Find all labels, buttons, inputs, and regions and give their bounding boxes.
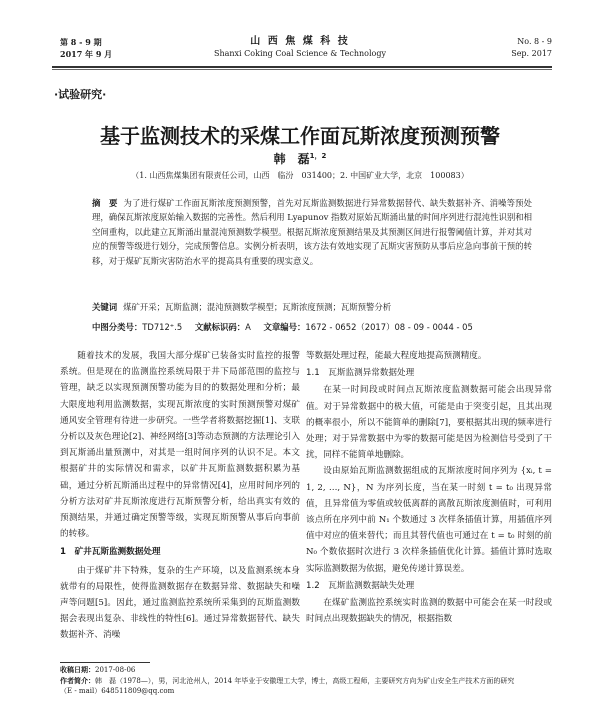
issue-date-left: 2017 年 9 月 xyxy=(60,49,113,59)
clc-label: 中图分类号： xyxy=(92,322,143,332)
author-name: 韩 磊 xyxy=(273,152,310,166)
received-label: 收稿日期： xyxy=(60,665,95,674)
issue-number-left: 第 8 - 9 期 xyxy=(60,37,102,47)
bio-label: 作者简介： xyxy=(60,675,95,685)
header-journal xyxy=(190,36,410,60)
clc-value: TD712⁺.5 xyxy=(142,322,183,332)
article-title: 基于监测技术的采煤工作面瓦斯浓度预测预警 xyxy=(100,124,500,148)
issue-date-right: Sep. 2017 xyxy=(511,49,552,58)
subsection-1-1-paragraph-1: 在某一时间段或时间点瓦斯浓度监测数据可能会出现异常值。对于异常数据中的极大值，可能是由于突变引起，且其出现的概率很小，所以不能简单的删除[7]，要根据其出现的频率进行处理；对于异常数据中为零的数据可能是因为检测信号受到了干扰，同样不能简单地删除。 xyxy=(306,385,552,461)
subsection-1-1-paragraph-2: 设由原始瓦斯监测数据组成的瓦斯浓度时间序列为 {xᵢ, t = 1, 2, …, N}，N 为序列长度，当在某一时刻 t = t₀ 出现异常值，且异常值为零值或较低离群的离散瓦斯浓度测值时，可利用该点所在序列中前 N₁ 个数通过 3 次样条插值计算，用插值序列值中对应的值来替代；而且其替代值也可通过在 t = t₀ 时刻的前 N₀ 个数依据时次进行 3 次样条插值优化计算。插值计算时选取实际监测数据为依据，避免传递计算误差。 xyxy=(306,466,552,574)
subsection-1-2-paragraph: 在煤矿监测监控系统实时监测的数据中可能会在某一时段或时间点出现数据缺失的情况，根据指数 xyxy=(306,598,552,625)
keywords-text: 煤矿开采；瓦斯监测；混沌预测数学模型；瓦斯浓度预测；瓦斯预警分析 xyxy=(123,302,392,312)
section-tag: ·试验研究· xyxy=(54,88,107,101)
doc-code-label: 文献标识码： xyxy=(194,322,246,332)
bio-text: 韩 磊（1978—），男，河北沧州人，2014 年毕业于安徽理工大学，博士，高级工程师，主要研究方向为矿山安全生产技术方面的研究 xyxy=(95,676,515,685)
issue-number-right: No. 8 - 9 xyxy=(517,37,552,46)
classification-line xyxy=(92,320,552,334)
body-column-right xyxy=(306,348,552,627)
header-issue-left xyxy=(60,36,112,60)
abstract-label: 摘 要 xyxy=(92,198,118,208)
subsection-heading-1-1: 1.1 瓦斯监测异常数据处理 xyxy=(306,368,415,379)
continued-paragraph: 等数据处理过程，能最大程度地提高预测精度。 xyxy=(306,351,487,361)
received-value: 2017-08-06 xyxy=(95,666,136,674)
journal-name-cn: 山 西 焦 煤 科 技 xyxy=(250,36,350,47)
doc-code-value: A xyxy=(245,322,251,332)
article-number-value: 1672 - 0652（2017）08 - 09 - 0044 - 05 xyxy=(305,322,473,332)
keywords xyxy=(92,300,532,314)
intro-paragraph: 随着技术的发展，我国大部分煤矿已装备实时监控的报警系统。但是现在的监测监控系统局限于井下局部范围的监控与管理，缺乏以实现预测预警功能为目的的数据处理和分析；最大限度地利用监测数据，实现瓦斯浓度的实时预测预警对煤矿通风安全管理有待进一步研究。一些学者将数据挖掘[1]、支联分析以及灰色理论[2]、神经网络[3]等动态预测的方法理论引入到瓦斯涌出量预测中，对其是一组时间序列的认识不足。本文根据矿井的实际情况和需求，以矿井瓦斯监测数据积累为基础，通过分析瓦斯涌出过程中的异常情况[4]，应用时间序列的分析方法对矿井瓦斯浓度进行瓦斯预警分析，给出真实有效的预测结果，并通过确定预警等级，实现瓦斯预警从事后向事前的转移。 xyxy=(60,351,300,540)
author-affiliation-marks: 1，2 xyxy=(309,152,327,160)
article-number-label: 文章编号： xyxy=(263,322,306,332)
header-rule xyxy=(52,66,552,68)
author-bio xyxy=(60,676,550,687)
body-column-left xyxy=(60,348,300,644)
section-1-paragraph: 由于煤矿井下特殊，复杂的生产环境，以及监测系统本身就带有的局限性，使得监测数据存在数据异常、数据缺失和噪声等问题[5]。因此，通过监测监控系统所采集到的瓦斯监测数据会表现出复杂、非线性的特性[6]。通过异常数据替代、缺失数据补齐、消噪 xyxy=(60,565,300,641)
abstract xyxy=(92,196,532,268)
header-rule-thin xyxy=(52,69,552,70)
affiliation: （1. 山西焦煤集团有限责任公司，山西 临汾 031400；2. 中国矿业大学，北京 100083） xyxy=(131,171,469,180)
keywords-label: 关键词 xyxy=(92,302,118,312)
journal-name-en: Shanxi Coking Coal Science & Technology xyxy=(213,49,387,58)
footnote-rule xyxy=(60,662,150,663)
section-heading-1: 1 矿井瓦斯监测数据处理 xyxy=(60,547,161,558)
footnote xyxy=(60,665,550,697)
author xyxy=(0,150,600,167)
received-date xyxy=(60,665,550,676)
abstract-text: 为了进行煤矿工作面瓦斯浓度预测预警，首先对瓦斯监测数据进行异常数据替代、缺失数据补齐、消噪等预处理，确保瓦斯浓度原始输入数据的完善性。然后利用 Lyapunov 指数对原始瓦斯涌出量的时间序列进行混沌性识别和相空间重构，以此建立瓦斯涌出量混沌预测数学模型。根据瓦斯浓度预测结果及其预测区间进行报警阈值计算，并对其对应的预警等级进行划分，完成预警信息。实例分析表明，该方法有效地实现了瓦斯灾害预防从事后应急向事前干预的转移，对于煤矿瓦斯灾害防治水平的提高具有重要的现实意义。 xyxy=(92,198,533,266)
author-email: （E - mail）648511809@qq.com xyxy=(60,687,175,695)
header-issue-right xyxy=(511,36,552,60)
subsection-heading-1-2: 1.2 瓦斯监测数据缺失处理 xyxy=(306,580,415,591)
